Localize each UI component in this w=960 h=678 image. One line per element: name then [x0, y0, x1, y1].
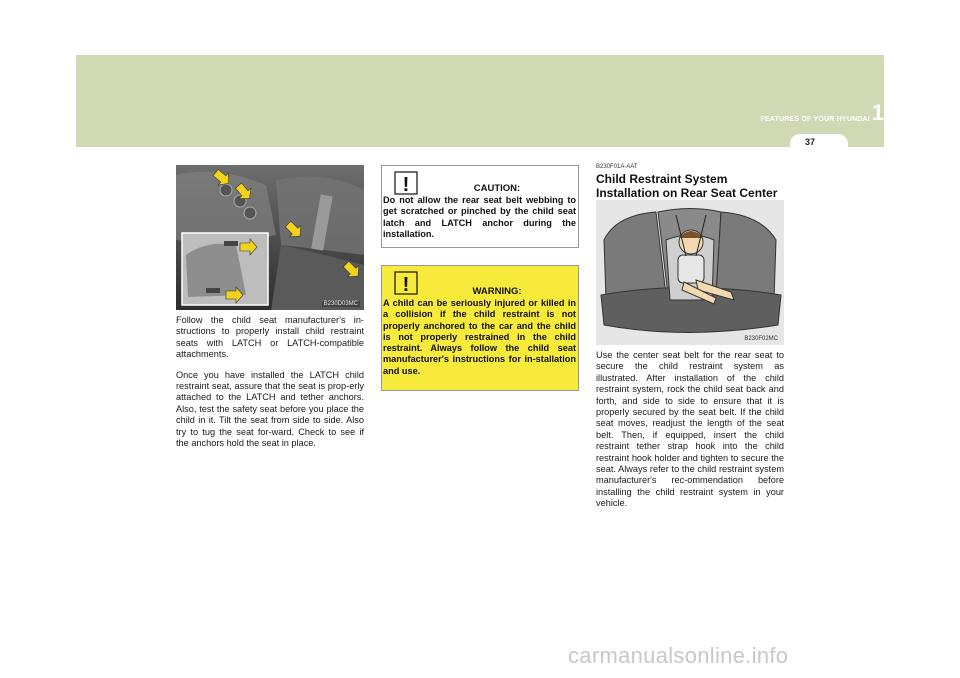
exclamation-triangle-icon	[393, 270, 419, 296]
right-column-text	[596, 350, 784, 519]
warning-title: WARNING:	[472, 286, 522, 297]
latch-anchor-illustration	[176, 165, 364, 310]
chapter-label: FEATURES OF YOUR HYUNDAI	[760, 116, 870, 123]
chapter-number: 1	[871, 100, 884, 125]
paragraph: Once you have installed the LATCH child restraint seat, assure that the seat is prop-erly attached to the LATCH and tether anchors. Also, test the safety seat before you place the child in it. Tilt the seat from side to side. Also try to tug the seat for-ward. Check to see if the anchors hold the seat in place.	[176, 369, 364, 449]
page-tab	[790, 134, 848, 154]
figure-code: B230F02MC	[744, 336, 778, 342]
latch-anchor-figure	[176, 165, 364, 310]
header-band	[76, 55, 884, 147]
warning-body: A child can be seriously injured or killed in a collision if the child restraint is not properly anchored to the car and the child is not properly restrained in the child restraint. Always follow the child seat manufacturer's instructions for in-stallation and use.	[383, 298, 576, 376]
exclamation-triangle-icon	[393, 170, 419, 196]
page-number: 37	[804, 137, 815, 147]
paragraph: Use the center seat belt for the rear seat to secure the child restraint system as illustrated. After installation of the child restraint system, rock the child seat back and forth, and side to side to ensure that it is properly secured by the seat belt. If the child seat moves, readjust the length of the seat belt. Then, if equipped, insert the child restraint tether strap hook into the child restraint hook holder and tighten to secure the seat. Always refer to the child restraint system manufacturer's rec-ommendation before installing the child restraint system in your vehicle.	[596, 350, 784, 509]
paragraph: Follow the child seat manufacturer's in-structions to properly install child restraint seats with LATCH or LATCH-compatible attachments.	[176, 315, 364, 360]
watermark: carmanualsonline.info	[568, 643, 789, 668]
center-seat-figure	[596, 200, 784, 345]
svg-text:!: !	[402, 274, 410, 296]
caution-title: CAUTION:	[473, 183, 521, 194]
left-column-text	[176, 315, 364, 458]
figure-code: B230D03MC	[323, 301, 358, 307]
section-title: Child Restraint System Installation on Rear Seat Center	[596, 172, 778, 200]
svg-text:!: !	[402, 174, 410, 196]
section-code: B230F01A-AAT	[596, 164, 638, 170]
child-seat-illustration	[596, 200, 784, 345]
caution-body: Do not allow the rear seat belt webbing to get scratched or pinched by the child seat latch and LATCH anchor during the installation.	[383, 195, 576, 239]
